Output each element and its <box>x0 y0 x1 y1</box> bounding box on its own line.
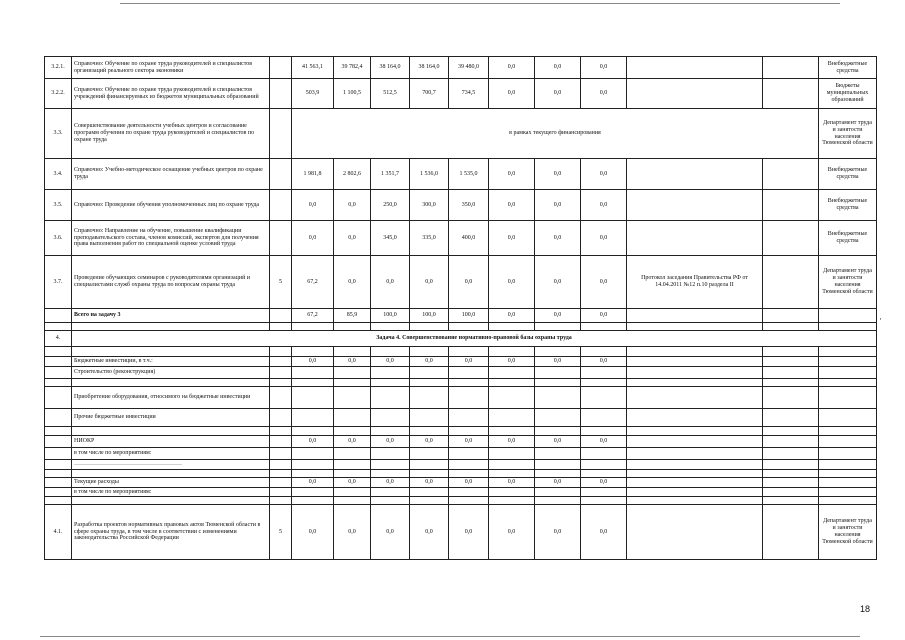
responsible-cell: Департамент труда и занятости населения Тюменской области <box>819 505 877 560</box>
row-name: Справочно: Проведение обучения уполномоченных лиц по охране труда <box>72 190 270 221</box>
value-cell: 0,0 <box>371 478 410 488</box>
row-name: Совершенствование деятельности учебных центров и согласование программ обучения по охране труда руководителей и специалистов по охране труда <box>72 109 270 159</box>
table-row <box>45 470 877 478</box>
table-row <box>45 323 877 331</box>
value-cell: 67,2 <box>292 256 334 309</box>
value-cell: 0,0 <box>489 221 535 256</box>
table-row <box>45 109 877 159</box>
row-name: Разработка проектов нормативных правовых актов Тюменской области в сфере охраны труда, в том числе в соответствии с изменениями законодательства Российской Федерации <box>72 505 270 560</box>
value-cell: 0,0 <box>535 505 581 560</box>
value-cell: 0,0 <box>535 159 581 190</box>
value-cell: 0,0 <box>489 309 535 323</box>
responsible-cell: Внебюджетные средства <box>819 221 877 256</box>
table-row <box>45 357 877 367</box>
value-cell: 100,0 <box>371 309 410 323</box>
program-table-page <box>44 56 876 567</box>
row-number: 3.5. <box>45 190 72 221</box>
value-cell: 0,0 <box>489 357 535 367</box>
value-cell: 0,0 <box>489 79 535 109</box>
responsible-cell: Внебюджетные средства <box>819 57 877 79</box>
table-row <box>45 387 877 409</box>
value-cell: 0,0 <box>489 256 535 309</box>
row-name: в том числе по мероприятиям: <box>72 448 270 460</box>
responsible-cell: Департамент труда и занятости населения Тюменской области <box>819 256 877 309</box>
value-cell: 2 802,6 <box>334 159 371 190</box>
value-cell: 0,0 <box>535 309 581 323</box>
value-cell: 38 164,0 <box>371 57 410 79</box>
value-cell: 39 782,4 <box>334 57 371 79</box>
value-cell: 0,0 <box>449 505 489 560</box>
table-row <box>45 57 877 79</box>
value-cell: 0,0 <box>489 505 535 560</box>
scan-line-top <box>120 3 840 4</box>
table-row <box>45 497 877 505</box>
basis-document-cell: Протокол заседания Правительства РФ от 14.04.2011 №12 п.10 раздела II <box>627 256 763 309</box>
row-number: 3.2.1. <box>45 57 72 79</box>
value-cell: 0,0 <box>410 357 449 367</box>
value-cell: 0,0 <box>581 478 627 488</box>
value-cell: 0,0 <box>334 357 371 367</box>
value-cell: 0,0 <box>371 256 410 309</box>
task-heading: Задача 4. Совершенствование нормативно-правовой базы охраны труда <box>72 331 877 347</box>
value-cell: 0,0 <box>489 57 535 79</box>
value-cell: 0,0 <box>334 436 371 448</box>
responsible-cell: Внебюджетные средства <box>819 159 877 190</box>
value-cell: 0,0 <box>535 221 581 256</box>
value-cell: 335,0 <box>410 221 449 256</box>
value-cell: 0,0 <box>449 436 489 448</box>
value-cell: 0,0 <box>581 256 627 309</box>
row-number: 4. <box>45 331 72 347</box>
value-cell: 300,0 <box>410 190 449 221</box>
row-name: Приобретение оборудования, относимого на бюджетные инвестиции <box>72 387 270 409</box>
value-cell: 0,0 <box>489 436 535 448</box>
value-cell: 0,0 <box>334 256 371 309</box>
row-name: Справочно: Учебно-методическое оснащение учебных центров по охране труда <box>72 159 270 190</box>
value-cell: 1 536,0 <box>410 159 449 190</box>
value-cell: 0,0 <box>292 505 334 560</box>
table-row <box>45 505 877 560</box>
row-name: НИОКР <box>72 436 270 448</box>
code-cell: 5 <box>270 505 292 560</box>
value-cell: 0,0 <box>489 159 535 190</box>
value-cell: 350,0 <box>449 190 489 221</box>
value-cell: 1 100,5 <box>334 79 371 109</box>
table-row <box>45 190 877 221</box>
value-cell: 0,0 <box>371 357 410 367</box>
value-cell: 0,0 <box>581 221 627 256</box>
responsible-cell: Бюджеты муниципальных образований <box>819 79 877 109</box>
value-cell: 0,0 <box>292 221 334 256</box>
row-number: 3.7. <box>45 256 72 309</box>
value-cell: 0,0 <box>449 478 489 488</box>
value-cell: 0,0 <box>292 357 334 367</box>
value-cell: 0,0 <box>449 357 489 367</box>
value-cell: 345,0 <box>371 221 410 256</box>
value-cell: 0,0 <box>581 505 627 560</box>
value-cell: 0,0 <box>581 57 627 79</box>
value-cell: 0,0 <box>535 190 581 221</box>
value-cell: 0,0 <box>371 505 410 560</box>
row-name: Текущие расходы <box>72 478 270 488</box>
value-cell: 0,0 <box>489 478 535 488</box>
table-row <box>45 460 877 470</box>
value-cell: 0,0 <box>535 57 581 79</box>
table-row <box>45 256 877 309</box>
value-cell: 67,2 <box>292 309 334 323</box>
row-number: 3.4. <box>45 159 72 190</box>
value-cell: 0,0 <box>292 478 334 488</box>
row-name: Справочно: Обучение по охране труда руководителей и специалистов учреждений финансируемых из бюджетов муниципальных образований <box>72 79 270 109</box>
value-cell: 0,0 <box>581 79 627 109</box>
value-cell: 503,9 <box>292 79 334 109</box>
value-cell: 0,0 <box>535 79 581 109</box>
value-cell: 0,0 <box>334 505 371 560</box>
value-cell: 0,0 <box>581 309 627 323</box>
scan-mark: · <box>879 314 882 324</box>
value-cell: 0,0 <box>334 478 371 488</box>
value-cell: 0,0 <box>410 436 449 448</box>
value-cell: 100,0 <box>410 309 449 323</box>
table-row <box>45 436 877 448</box>
value-cell: 0,0 <box>535 357 581 367</box>
value-cell: 0,0 <box>489 190 535 221</box>
row-name: Прочие бюджетные инвестиции <box>72 409 270 427</box>
value-cell: 39 480,0 <box>449 57 489 79</box>
value-cell: 0,0 <box>292 436 334 448</box>
value-cell: 38 164,0 <box>410 57 449 79</box>
value-cell: 0,0 <box>535 256 581 309</box>
row-number: 3.2.2. <box>45 79 72 109</box>
value-cell: 0,0 <box>410 478 449 488</box>
table-row <box>45 347 877 357</box>
table-row <box>45 379 877 387</box>
value-cell: 0,0 <box>535 478 581 488</box>
row-number: 4.1. <box>45 505 72 560</box>
table-row <box>45 159 877 190</box>
value-cell: 0,0 <box>535 436 581 448</box>
value-cell: 0,0 <box>581 190 627 221</box>
page-number: 18 <box>860 604 871 614</box>
table-row <box>45 427 877 436</box>
row-number: 3.6. <box>45 221 72 256</box>
table-row <box>45 309 877 323</box>
value-cell: 1 351,7 <box>371 159 410 190</box>
scan-line-bottom <box>40 636 860 637</box>
table-row <box>45 409 877 427</box>
value-cell: 400,0 <box>449 221 489 256</box>
program-table <box>44 56 877 560</box>
table-row <box>45 221 877 256</box>
value-cell: 0,0 <box>410 256 449 309</box>
row-name: Бюджетные инвестиции, в т.ч.: <box>72 357 270 367</box>
value-cell: 0,0 <box>371 436 410 448</box>
row-name: Справочно: Направление на обучение, повышение квалификации преподавательского состава, членов комиссий, экспертов для получения права выполнения работ по специальной оценке условий труда <box>72 221 270 256</box>
value-cell: 0,0 <box>334 190 371 221</box>
funding-note: в рамках текущего финансирования <box>292 109 819 159</box>
value-cell: 0,0 <box>334 221 371 256</box>
value-cell: 734,5 <box>449 79 489 109</box>
value-cell: 512,5 <box>371 79 410 109</box>
value-cell: 100,0 <box>449 309 489 323</box>
value-cell: 0,0 <box>581 159 627 190</box>
responsible-cell: Внебюджетные средства <box>819 190 877 221</box>
row-number: 3.3. <box>45 109 72 159</box>
value-cell: 0,0 <box>581 357 627 367</box>
value-cell: 250,0 <box>371 190 410 221</box>
value-cell: 85,9 <box>334 309 371 323</box>
table-row <box>45 488 877 497</box>
value-cell: 1 535,0 <box>449 159 489 190</box>
task-header-row <box>45 331 877 347</box>
value-cell: 700,7 <box>410 79 449 109</box>
value-cell: 1 981,8 <box>292 159 334 190</box>
value-cell: 0,0 <box>410 505 449 560</box>
row-name: Справочно: Обучение по охране труда руководителей и специалистов организаций реального сектора экономики <box>72 57 270 79</box>
value-cell: 0,0 <box>581 436 627 448</box>
total-label: Всего на задачу 3 <box>72 309 270 323</box>
value-cell: 0,0 <box>449 256 489 309</box>
code-cell: 5 <box>270 256 292 309</box>
value-cell: 41 563,1 <box>292 57 334 79</box>
row-name: Проведение обучающих семинаров с руководителями организаций и специалистами служб охраны труда по вопросам охраны труда <box>72 256 270 309</box>
responsible-cell: Департамент труда и занятости населения Тюменской области <box>819 109 877 159</box>
row-name: Строительство (реконструкция) <box>72 367 270 379</box>
table-row <box>45 79 877 109</box>
table-row <box>45 367 877 379</box>
value-cell: 0,0 <box>292 190 334 221</box>
table-row <box>45 448 877 460</box>
table-row <box>45 478 877 488</box>
row-name: в том числе по мероприятиям: <box>72 488 270 497</box>
row-name: ……………………………………………… <box>72 460 270 470</box>
